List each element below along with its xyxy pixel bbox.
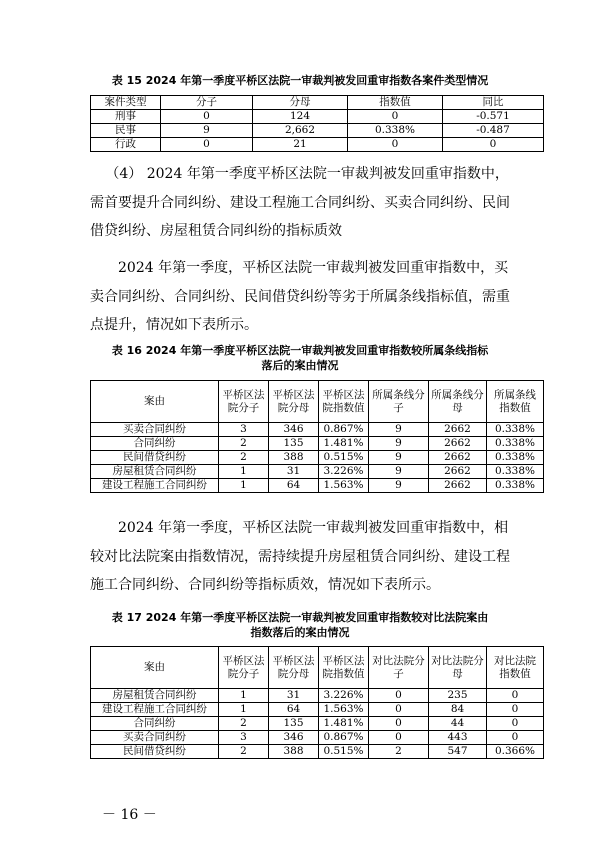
table-row (91, 110, 544, 124)
table-cell: 刑事 (91, 110, 161, 124)
table17-header: 对比法院分子 (369, 647, 429, 689)
table-cell: 民间借贷纠纷 (91, 745, 219, 759)
table-cell: -0.571 (443, 110, 544, 124)
table16-header: 所属条线指数值 (487, 381, 544, 423)
table-row (91, 717, 544, 731)
table-cell: 2662 (429, 451, 487, 465)
paragraph-line: 2024 年第一季度，平桥区法院一审裁判被发回重审指数中，相 (118, 520, 509, 536)
table-row (91, 731, 544, 745)
table-cell: 443 (429, 731, 487, 745)
table-row (91, 124, 544, 138)
table-cell: 0 (487, 689, 544, 703)
table-cell: 0.867% (319, 423, 369, 437)
table-cell: 0 (348, 110, 443, 124)
table-cell: 3.226% (319, 689, 369, 703)
table-cell: 388 (269, 451, 319, 465)
table16-header: 平桥区法院分子 (219, 381, 269, 423)
table-cell: 346 (269, 731, 319, 745)
table-row (91, 465, 544, 479)
paragraph-line: 卖合同纠纷、合同纠纷、民间借贷纠纷等劣于所属条线指标值，需重 (90, 288, 510, 305)
table-cell: 房屋租赁合同纠纷 (91, 465, 219, 479)
table-cell: 135 (269, 717, 319, 731)
table-cell: 行政 (91, 138, 161, 152)
table-cell: 2 (219, 745, 269, 759)
table-cell: 1.481% (319, 717, 369, 731)
table-cell: 21 (253, 138, 348, 152)
table-cell: 2 (219, 451, 269, 465)
table-cell: 2 (219, 437, 269, 451)
table17-header: 平桥区法院分母 (269, 647, 319, 689)
table-cell: 235 (429, 689, 487, 703)
table17-header: 平桥区法院分子 (219, 647, 269, 689)
table-cell: 547 (429, 745, 487, 759)
table-cell: 1 (219, 465, 269, 479)
table-row (91, 138, 544, 152)
table16-body (91, 423, 544, 493)
table15-header: 分母 (253, 96, 348, 110)
table-cell: 0.338% (487, 465, 544, 479)
table-cell: 346 (269, 423, 319, 437)
table-cell: 0 (348, 138, 443, 152)
table-cell: 9 (161, 124, 253, 138)
table-row (91, 423, 544, 437)
table-cell: 2 (369, 745, 429, 759)
table-cell: 房屋租赁合同纠纷 (91, 689, 219, 703)
table-cell: -0.487 (443, 124, 544, 138)
table17-caption: 表 17 2024 年第一季度平桥区法院一审裁判被发回重审指数较对比法院案由 指数落后的案由情况 (111, 611, 489, 639)
table-cell: 0 (369, 689, 429, 703)
table17-header-row (91, 647, 544, 689)
table-cell: 2662 (429, 437, 487, 451)
table15-header: 案件类型 (91, 96, 161, 110)
table-cell: 0 (369, 717, 429, 731)
table-cell: 3.226% (319, 465, 369, 479)
table15-body (91, 110, 544, 152)
table16-header-row (91, 381, 544, 423)
table-cell: 135 (269, 437, 319, 451)
table-row (91, 451, 544, 465)
table-cell: 0 (487, 731, 544, 745)
table-cell: 1.563% (319, 479, 369, 493)
table-cell: 388 (269, 745, 319, 759)
table-cell: 31 (269, 689, 319, 703)
table-cell: 0.338% (487, 437, 544, 451)
paragraph-2 (90, 514, 543, 600)
table-cell: 3 (219, 423, 269, 437)
table-cell: 合同纠纷 (91, 717, 219, 731)
table-cell: 0.867% (319, 731, 369, 745)
table-row (91, 479, 544, 493)
table-row (91, 745, 544, 759)
table-cell: 建设工程施工合同纠纷 (91, 479, 219, 493)
table-cell: 0 (487, 703, 544, 717)
table-cell: 民事 (91, 124, 161, 138)
table15-header: 同比 (443, 96, 544, 110)
table-cell: 1.481% (319, 437, 369, 451)
paragraph-line: 施工合同纠纷、合同纠纷等指标质效，情况如下表所示。 (90, 577, 440, 593)
table-cell: 建设工程施工合同纠纷 (91, 703, 219, 717)
table17-header: 平桥区法院指数值 (319, 647, 369, 689)
table-cell: 0 (369, 731, 429, 745)
paragraph-line: 点提升，情况如下表所示。 (90, 317, 258, 333)
table-cell: 9 (369, 465, 429, 479)
table16-header: 案由 (91, 381, 219, 423)
table-cell: 3 (219, 731, 269, 745)
table-cell: 0.338% (487, 423, 544, 437)
table17-body (91, 689, 544, 759)
table15-caption: 表 15 2024 年第一季度平桥区法院一审裁判被发回重审指数各案件类型情况 (111, 74, 489, 87)
table-cell: 0.338% (348, 124, 443, 138)
table-cell: 9 (369, 451, 429, 465)
table-cell: 1 (219, 703, 269, 717)
table-cell: 2662 (429, 479, 487, 493)
table15 (90, 95, 544, 152)
table17-header: 对比法院分母 (429, 647, 487, 689)
table-cell: 2662 (429, 423, 487, 437)
table-cell: 64 (269, 703, 319, 717)
table16-header: 所属条线分母 (429, 381, 487, 423)
table-cell: 2662 (429, 465, 487, 479)
table-row (91, 703, 544, 717)
table-cell: 1 (219, 689, 269, 703)
table-row (91, 437, 544, 451)
table-cell: 1.563% (319, 703, 369, 717)
table16-header: 平桥区法院指数值 (319, 381, 369, 423)
table-cell: 0 (161, 110, 253, 124)
table-cell: 合同纠纷 (91, 437, 219, 451)
table-cell: 民间借贷纠纷 (91, 451, 219, 465)
table-cell: 2 (219, 717, 269, 731)
table-row (91, 689, 544, 703)
paragraph-1 (90, 254, 543, 340)
table-cell: 9 (369, 437, 429, 451)
table-cell: 0.366% (487, 745, 544, 759)
page-number: － 16 － (102, 807, 157, 823)
table16 (90, 380, 544, 493)
table-cell: 0 (487, 717, 544, 731)
heading-line: 需首要提升合同纠纷、建设工程施工合同纠纷、买卖合同纠纷、民间 (90, 194, 510, 211)
table16-caption: 表 16 2024 年第一季度平桥区法院一审裁判被发回重审指数较所属条线指标 落后的案由情况 (111, 344, 489, 372)
table-cell: 64 (269, 479, 319, 493)
table-cell: 0.338% (487, 451, 544, 465)
table-cell: 0 (369, 703, 429, 717)
table17-header: 对比法院指数值 (487, 647, 544, 689)
table-cell: 0.515% (319, 451, 369, 465)
table-cell: 9 (369, 423, 429, 437)
paragraph-line: 较对比法院案由指数情况，需持续提升房屋租赁合同纠纷、建设工程 (90, 548, 510, 565)
table-cell: 0 (161, 138, 253, 152)
heading-line: （4） 2024 年第一季度平桥区法院一审裁判被发回重审指数中， (105, 166, 509, 182)
table-cell: 31 (269, 465, 319, 479)
table-cell: 买卖合同纠纷 (91, 731, 219, 745)
table15-header: 分子 (161, 96, 253, 110)
table17 (90, 646, 544, 759)
table-cell: 2,662 (253, 124, 348, 138)
table-cell: 124 (253, 110, 348, 124)
table16-header: 平桥区法院分母 (269, 381, 319, 423)
section4-heading (90, 160, 543, 246)
table-cell: 84 (429, 703, 487, 717)
paragraph-line: 2024 年第一季度，平桥区法院一审裁判被发回重审指数中，买 (118, 260, 509, 276)
table-cell: 1 (219, 479, 269, 493)
table16-header: 所属条线分子 (369, 381, 429, 423)
table-cell: 买卖合同纠纷 (91, 423, 219, 437)
table15-header-row (91, 96, 544, 110)
table15-header: 指数值 (348, 96, 443, 110)
table-cell: 0.515% (319, 745, 369, 759)
heading-line: 借贷纠纷、房屋租赁合同纠纷的指标质效 (90, 223, 342, 239)
table-cell: 44 (429, 717, 487, 731)
table17-header: 案由 (91, 647, 219, 689)
table-cell: 9 (369, 479, 429, 493)
table-cell: 0 (443, 138, 544, 152)
table-cell: 0.338% (487, 479, 544, 493)
